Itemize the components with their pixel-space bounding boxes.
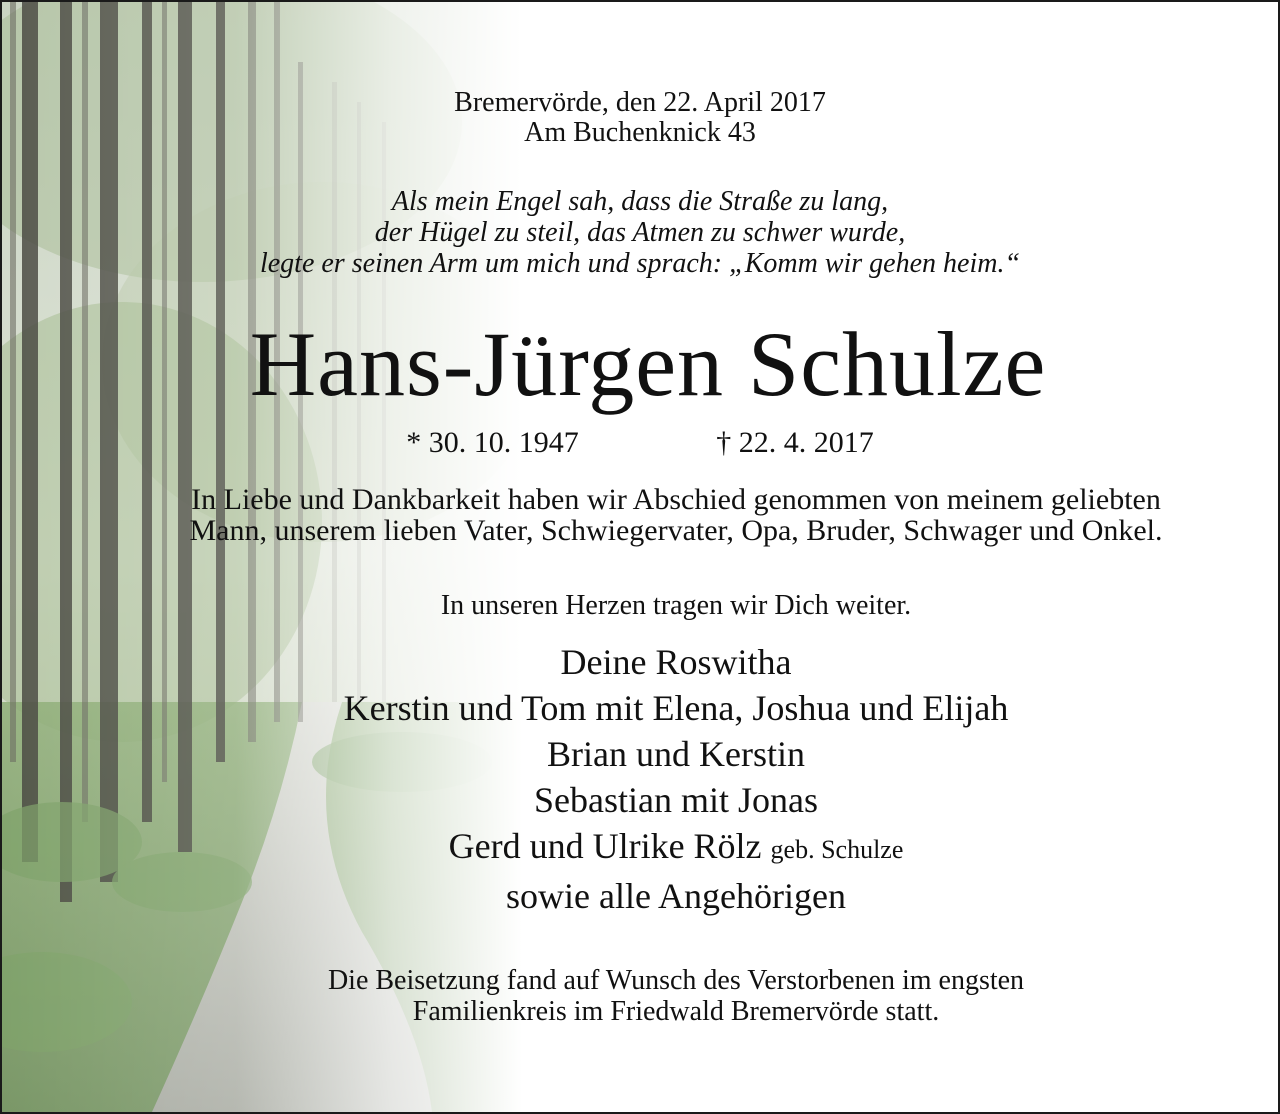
burial-notice [38, 965, 1280, 1027]
quote-line: legte er seinen Arm um mich und sprach: „Komm wir gehen heim.“ [259, 248, 1021, 279]
memorial-quote [2, 186, 1278, 279]
farewell-text [38, 484, 1280, 546]
maiden-name-note: geb. Schulze [770, 835, 904, 864]
farewell-line: Mann, unserem lieben Vater, Schwiegervater, Opa, Bruder, Schwager und Onkel. [189, 514, 1163, 547]
mourner-line: Kerstin und Tom mit Elena, Joshua und Elijah [343, 688, 1009, 728]
mourner-line [38, 823, 1280, 873]
farewell-line: In Liebe und Dankbarkeit haben wir Abschied genommen von meinem geliebten [191, 483, 1161, 516]
quote-line: der Hügel zu steil, das Atmen zu schwer wurde, [374, 217, 906, 248]
place-date: Bremervörde, den 22. April 2017 [454, 87, 826, 118]
birth-date: * 30. 10. 1947 [406, 426, 579, 459]
forest-path-image [2, 2, 522, 1112]
mourner-line: Sebastian mit Jonas [534, 780, 818, 820]
mourner-line: Brian und Kerstin [547, 734, 805, 774]
deceased-name: Hans-Jürgen Schulze [249, 313, 1047, 415]
quote-line: Als mein Engel sah, dass die Straße zu lang, [391, 186, 889, 217]
place-date-block [2, 88, 1278, 148]
mourner-line: Deine Roswitha [560, 642, 792, 682]
life-dates [2, 426, 1278, 460]
mourners-list [38, 639, 1280, 919]
death-date: † 22. 4. 2017 [716, 426, 874, 459]
address: Am Buchenknick 43 [524, 117, 756, 148]
burial-line: Die Beisetzung fand auf Wunsch des Verstorbenen im engsten [327, 965, 1025, 996]
burial-line: Familienkreis im Friedwald Bremervörde statt. [412, 996, 940, 1027]
mourner-line: sowie alle Angehörigen [506, 876, 846, 916]
hearts-line: In unseren Herzen tragen wir Dich weiter. [440, 590, 912, 621]
mourner-name: Gerd und Ulrike Rölz [448, 826, 762, 866]
